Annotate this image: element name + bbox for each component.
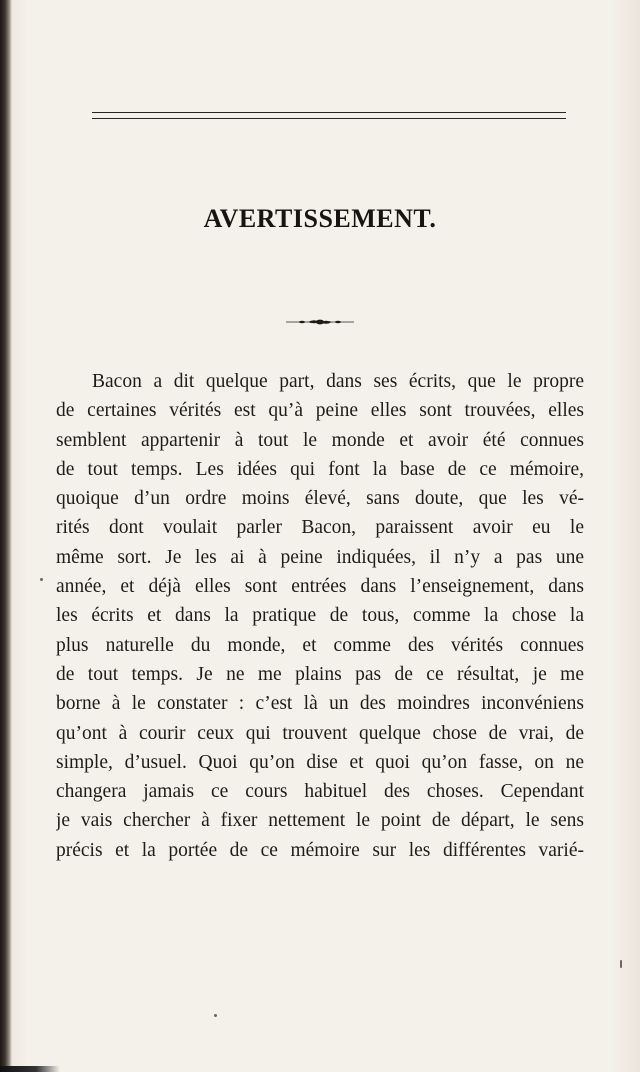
binding-gutter — [0, 0, 12, 1072]
text-line: quoique d’un ordre moins élevé, sans doute, que les vé- — [56, 488, 584, 510]
text-line: les écrits et dans la pratique de tous, comme la chose la — [56, 605, 584, 627]
text-line: rités dont voulait parler Bacon, paraissent avoir eu le — [56, 517, 584, 539]
paper-speck — [40, 578, 43, 581]
ornament-divider — [286, 318, 354, 326]
text-line: plus naturelle du monde, et comme des vérités connues — [56, 634, 584, 656]
paper-speck — [214, 1014, 217, 1017]
text-line: simple, d’usuel. Quoi qu’on dise et quoi qu’on fasse, on ne — [56, 751, 584, 773]
text-line: borne à le constater : c’est là un des moindres inconvéniens — [56, 693, 584, 715]
page-title: AVERTISSEMENT. — [203, 204, 437, 233]
text-line: changera jamais ce cours habituel des choses. Cependant — [56, 781, 584, 803]
text-line: de tout temps. Les idées qui font la base de ce mémoire, — [56, 458, 584, 480]
text-line: semblent appartenir à tout le monde et avoir été connues — [56, 429, 584, 451]
text-line: année, et déjà elles sont entrées dans l’enseignement, dans — [56, 576, 584, 598]
binding-shadow — [0, 1066, 60, 1072]
text-line: je vais chercher à fixer nettement le point de départ, le sens — [56, 810, 584, 832]
text-line: qu’ont à courir ceux qui trouvent quelque chose de vrai, de — [56, 722, 584, 744]
text-line: de certaines vérités est qu’à peine elles sont trouvées, elles — [56, 400, 584, 422]
text-line: de tout temps. Je ne me plains pas de ce résultat, je me — [56, 663, 584, 685]
text-line: même sort. Je les ai à peine indiquées, il n’y a pas une — [56, 546, 584, 568]
text-line: précis et la portée de ce mémoire sur les différentes varié- — [56, 839, 584, 861]
header-double-rule — [92, 112, 566, 119]
body-paragraph — [56, 367, 584, 865]
paper-speck — [620, 960, 622, 968]
text-line: Bacon a dit quelque part, dans ses écrits, que le propre — [92, 371, 584, 392]
